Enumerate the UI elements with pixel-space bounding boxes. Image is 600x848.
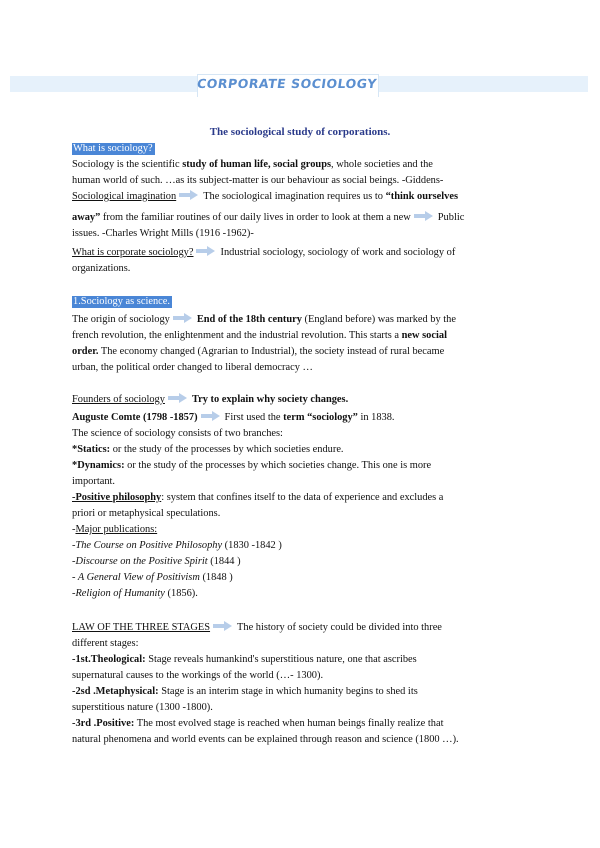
right-arrow-icon (213, 621, 233, 631)
paragraph-line: superstitious nature (1300 -1800). (72, 702, 213, 713)
paragraph-line: The science of sociology consists of two branches: (72, 428, 283, 439)
paragraph-line: organizations. (72, 263, 131, 274)
law-three-stages-line: LAW OF THE THREE STAGES The history of society could be divided into three (72, 622, 442, 633)
stage-theological: -1st.Theological: Stage reveals humankind's superstitious nature, one that ascribes (72, 654, 417, 665)
dynamics-line: *Dynamics: or the study of the processes by which societies change. This one is more (72, 460, 432, 471)
document-subtitle: The sociological study of corporations. (209, 126, 391, 138)
right-arrow-icon (201, 411, 221, 421)
right-arrow-icon (168, 393, 188, 403)
heading-sociology-as-science: 1.Sociology as science. (73, 296, 170, 307)
paragraph-line: order. The economy changed (Agrarian to Industrial), the society instead of rural became (72, 346, 445, 357)
paragraph-line: natural phenomena and world events can be explained through reason and science (1800 …). (72, 734, 459, 745)
paragraph-line: issues. -Charles Wright Mills (1916 -1962)- (72, 228, 254, 239)
corporate-sociology-line: What is corporate sociology? Industrial sociology, sociology of work and sociology of (72, 247, 456, 258)
paragraph-line: The origin of sociology End of the 18th century (England before) was marked by the (72, 314, 456, 325)
paragraph-line: supernatural causes to the workings of the world (…- 1300). (72, 670, 324, 681)
paragraph-line: human world of such. …as its subject-matter is our behaviour as social beings. -Giddens- (72, 175, 444, 186)
right-arrow-icon (414, 211, 434, 221)
paragraph-line: Sociology is the scientific study of human life, social groups, whole societies and the (72, 159, 433, 170)
right-arrow-icon (173, 313, 193, 323)
paragraph-line: french revolution, the enlightenment and the industrial revolution. This starts a new social (72, 330, 447, 341)
publication-item: -Discourse on the Positive Spirit (1844 ) (72, 556, 241, 567)
publications-heading: -Major publications: (72, 524, 158, 535)
paragraph-line: urban, the political order changed to liberal democracy … (72, 362, 313, 373)
founders-line: Founders of sociology Try to explain why society changes. (72, 394, 349, 405)
paragraph-line: priori or metaphysical speculations. (72, 508, 221, 519)
stage-positive: -3rd .Positive: The most evolved stage is reached when human beings finally realize that (72, 718, 444, 729)
statics-line: *Statics: or the study of the processes by which societies endure. (72, 444, 344, 455)
right-arrow-icon (179, 190, 199, 200)
heading-what-is-sociology: What is sociology? (73, 143, 153, 154)
paragraph-line: away” from the familiar routines of our daily lives in order to look at them a new Public (72, 212, 465, 223)
comte-line: Auguste Comte (1798 -1857) First used the term “sociology” in 1838. (72, 412, 395, 423)
stage-metaphysical: -2sd .Metaphysical: Stage is an interim stage in which humanity begins to shed its (72, 686, 418, 697)
publication-item: -The Course on Positive Philosophy (1830 -1842 ) (72, 540, 282, 551)
publication-item: - A General View of Positivism (1848 ) (72, 572, 233, 583)
right-arrow-icon (196, 246, 216, 256)
publication-item: -Religion of Humanity (1856). (72, 588, 198, 599)
sociological-imagination-line: Sociological imagination The sociological imagination requires us to “think ourselves (72, 191, 459, 202)
document-title: CORPORATE SOCIOLOGY (196, 76, 378, 91)
paragraph-line: different stages: (72, 638, 139, 649)
paragraph-line: important. (72, 476, 115, 487)
positive-philosophy-line: -Positive philosophy: system that confines itself to the data of experience and excludes a (72, 492, 444, 503)
